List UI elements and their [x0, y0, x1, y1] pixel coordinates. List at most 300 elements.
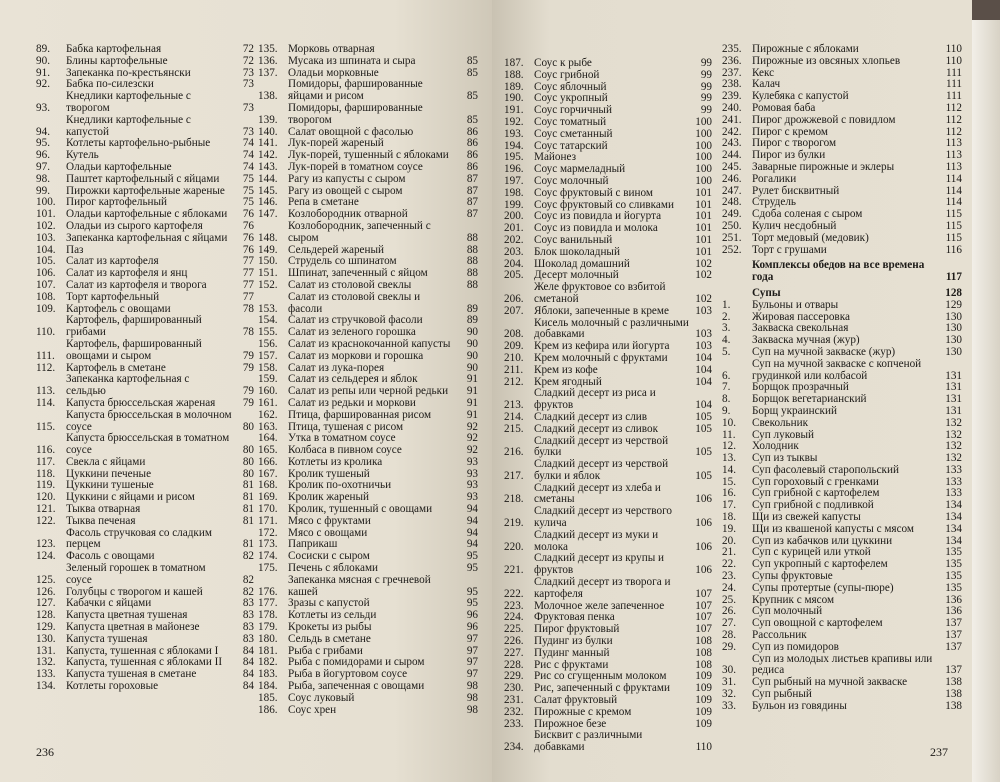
entry-page: 111 [946, 78, 962, 91]
entry-page: 116 [945, 243, 962, 256]
entry-title: Пирожные с яблоками [752, 43, 859, 55]
entry-page: 74 [242, 149, 254, 162]
entry-title: Суп укропный с картофелем [752, 558, 888, 571]
entry-title: Салат из моркови и горошка [288, 349, 424, 362]
entry-number: 33. [722, 699, 736, 712]
entry-page: 87 [466, 184, 478, 197]
entry-page: 135 [945, 581, 962, 594]
entry-title: Бульоны и отвары [752, 298, 839, 311]
entry-page: 134 [945, 534, 962, 547]
entry-number: 147. [258, 208, 278, 221]
entry-title: Рыба с помидорами и сыром [288, 656, 425, 669]
entry-page: 115 [945, 208, 962, 221]
entry-title: Репа в сметане [288, 196, 359, 209]
entry-page: 97 [466, 668, 478, 681]
entry-page: 91 [466, 396, 478, 409]
index-entry [504, 247, 712, 259]
entry-number: 95. [36, 137, 50, 150]
entry-number: 106. [36, 267, 56, 280]
entry-number: 175. [258, 562, 278, 575]
entry-number: 146. [258, 196, 278, 209]
entry-number: 136. [258, 54, 278, 67]
page-edges [972, 20, 1000, 782]
entry-page: 78 [242, 326, 254, 339]
entry-number: 224. [504, 611, 524, 624]
entry-title: Сдоба соленая с сыром [752, 208, 863, 221]
page-number: 236 [36, 745, 54, 759]
index-entry [504, 70, 712, 82]
entry-title: Крем из кофе [534, 363, 598, 376]
entry-page: 94 [466, 526, 478, 539]
entry-title: Салат из столовой свеклы и фасоли [288, 290, 421, 315]
entry-title: Мясо с овощами [288, 526, 368, 539]
entry-number: 135. [258, 43, 278, 55]
entry-title: Запеканка по-крестьянски [66, 66, 191, 79]
entry-number: 215. [504, 422, 524, 435]
entry-number: 150. [258, 255, 278, 268]
entry-page: 84 [242, 680, 254, 693]
entry-number: 142. [258, 149, 278, 162]
entry-page: 134 [945, 499, 962, 512]
entry-page: 136 [945, 605, 962, 618]
entry-page: 97 [466, 656, 478, 669]
entry-page: 79 [242, 385, 254, 398]
index-column [36, 44, 254, 693]
index-entry [258, 174, 478, 186]
entry-number: 107. [36, 278, 56, 291]
entry-number: 3. [722, 322, 731, 335]
entry-page: 101 [695, 210, 712, 223]
index-entry [36, 91, 254, 115]
entry-number: 234. [504, 741, 524, 754]
index-entry [504, 176, 712, 188]
entry-title: Соус фруктовый со сливками [534, 198, 674, 211]
entry-page: 109 [695, 705, 712, 718]
entry-number: 108. [36, 290, 56, 303]
entry-title: Свекла с яйцами [66, 455, 146, 468]
entry-title: Пирожные из овсяных хлопьев [752, 54, 901, 67]
entry-title: Кролик жареный [288, 491, 370, 504]
entry-page: 92 [466, 420, 478, 433]
entry-title: Молочное желе запеченное [534, 599, 665, 612]
entry-page: 101 [695, 233, 712, 246]
index-entry [504, 577, 712, 601]
entry-page: 135 [945, 546, 962, 559]
entry-number: 31. [722, 676, 736, 689]
entry-number: 105. [36, 255, 56, 268]
entry-number: 248. [722, 196, 742, 209]
entry-title: Салат из картофеля [66, 255, 159, 268]
entry-page: 85 [466, 90, 478, 103]
entry-number: 164. [258, 432, 278, 445]
entry-number: 17. [722, 499, 736, 512]
entry-page: 114 [945, 172, 962, 185]
entry-title: Суп рыбный на мучной закваске [752, 676, 908, 689]
index-entry [722, 418, 962, 430]
entry-page: 75 [242, 172, 254, 185]
entry-number: 246. [722, 172, 742, 185]
entry-page: 132 [945, 440, 962, 453]
index-entry [258, 705, 478, 717]
entry-page: 81 [242, 491, 254, 504]
entry-number: 10. [722, 416, 736, 429]
entry-page: 113 [945, 160, 962, 173]
entry-title: Пудинг из булки [534, 635, 613, 648]
entry-page: 96 [466, 609, 478, 622]
entry-title: Торт картофельный [66, 290, 160, 303]
entry-page: 132 [945, 428, 962, 441]
entry-number: 231. [504, 694, 524, 707]
entry-title: Свекольник [752, 416, 809, 429]
entry-number: 153. [258, 302, 278, 315]
entry-number: 13. [722, 452, 736, 465]
entry-page: 99 [700, 104, 712, 117]
entry-page: 132 [945, 452, 962, 465]
entry-title: Морковь отварная [288, 43, 375, 55]
entry-title: Бульон из говядины [752, 699, 847, 712]
entry-number: 93. [36, 101, 50, 114]
entry-page: 103 [695, 304, 712, 317]
entry-title: Рис с фруктами [534, 658, 609, 671]
entry-number: 180. [258, 632, 278, 645]
entry-title: Соус горчичный [534, 104, 612, 117]
entry-title: Запеканка картофельная с сельдью [66, 373, 190, 398]
entry-page: 92 [466, 444, 478, 457]
entry-page: 109 [695, 670, 712, 683]
entry-number: 120. [36, 491, 56, 504]
entry-page: 104 [695, 351, 712, 364]
entry-page: 72 [242, 54, 254, 67]
index-column [722, 44, 962, 713]
index-entry [258, 634, 478, 646]
index-entry [36, 233, 254, 245]
entry-title: Соус томатный [534, 115, 607, 128]
entry-page: 104 [695, 363, 712, 376]
entry-number: 166. [258, 455, 278, 468]
entry-number: 124. [36, 550, 56, 563]
entry-page: 137 [945, 629, 962, 642]
entry-page: 83 [242, 621, 254, 634]
entry-page: 73 [242, 66, 254, 79]
entry-number: 179. [258, 621, 278, 634]
entry-page: 88 [466, 255, 478, 268]
entry-title: Картофель, фаршированный овощами и сыром [66, 337, 202, 362]
entry-page: 85 [466, 54, 478, 67]
entry-page: 107 [695, 623, 712, 636]
index-entry [36, 433, 254, 457]
entry-page: 91 [466, 408, 478, 421]
index-entry [36, 174, 254, 186]
entry-page: 74 [242, 137, 254, 150]
entry-page: 93 [466, 491, 478, 504]
entry-page: 110 [945, 43, 962, 55]
entry-number: 193. [504, 127, 524, 140]
entry-number: 181. [258, 644, 278, 657]
entry-title: Соус мармеладный [534, 163, 626, 176]
entry-number: 178. [258, 609, 278, 622]
entry-number: 176. [258, 585, 278, 598]
index-entry [722, 56, 962, 68]
index-entry [722, 162, 962, 174]
entry-number: 210. [504, 351, 524, 364]
entry-title: Бабка картофельная [66, 43, 162, 55]
entry-title: Торт с грушами [752, 243, 827, 256]
entry-number: 252. [722, 243, 742, 256]
index-entry [722, 174, 962, 186]
entry-page: 85 [466, 66, 478, 79]
entry-page: 108 [695, 646, 712, 659]
entry-page: 115 [945, 219, 962, 232]
index-entry [722, 260, 962, 284]
entry-page: 113 [945, 149, 962, 162]
entry-title: Капуста брюссельская в томатном соусе [66, 432, 230, 457]
entry-title: Салат из репы или черной редьки [288, 385, 449, 398]
entry-number: 201. [504, 222, 524, 235]
entry-page: 88 [466, 267, 478, 280]
entry-number: 188. [504, 68, 524, 81]
entry-page: 105 [695, 469, 712, 482]
entry-number: 222. [504, 587, 524, 600]
entry-number: 172. [258, 526, 278, 539]
entry-number: 94. [36, 125, 50, 138]
entry-number: 195. [504, 151, 524, 164]
entry-title: Шпинат, запеченный с яйцом [288, 267, 428, 280]
entry-title: Оладьи картофельные [66, 160, 172, 173]
entry-title: Запеканка мясная с гречневой кашей [288, 573, 431, 598]
entry-number: 156. [258, 337, 278, 350]
entry-number: 30. [722, 664, 736, 677]
index-entry [258, 457, 478, 469]
entry-title: Соус сметанный [534, 127, 613, 140]
entry-number: 206. [504, 292, 524, 305]
entry-title: Суп грибной с подливкой [752, 499, 874, 512]
entry-number: 131. [36, 644, 56, 657]
entry-title: Рагу из овощей с сыром [288, 184, 403, 197]
entry-title: Птица, фаршированная рисом [288, 408, 432, 421]
entry-number: 170. [258, 503, 278, 516]
entry-title: Майонез [534, 151, 577, 164]
entry-title: Супы фруктовые [752, 570, 833, 583]
entry-number: 163. [258, 420, 278, 433]
entry-title: Мясо с фруктами [288, 514, 371, 527]
index-entry [504, 648, 712, 660]
entry-title: Пирожное безе [534, 717, 607, 730]
entry-number: 138. [258, 90, 278, 103]
entry-title: Комплексы обедов на все времена года [752, 259, 925, 284]
entry-title: Салат из краснокочанной капусты [288, 337, 451, 350]
entry-page: 85 [466, 113, 478, 126]
entry-title: Салат из зеленого горошка [288, 326, 416, 339]
entry-page: 79 [242, 349, 254, 362]
index-entry [258, 162, 478, 174]
entry-number: 183. [258, 668, 278, 681]
entry-title: Суп фасолевый старопольский [752, 463, 899, 476]
index-entry [36, 528, 254, 552]
entry-number: 144. [258, 172, 278, 185]
entry-number: 121. [36, 503, 56, 516]
entry-page: 133 [945, 487, 962, 500]
entry-title: Котлеты из кролика [288, 455, 383, 468]
entry-page: 107 [695, 599, 712, 612]
entry-number: 213. [504, 399, 524, 412]
entry-title: Цуккини тушеные [66, 479, 154, 492]
entry-number: 111. [36, 349, 55, 362]
entry-number: 92. [36, 78, 50, 91]
entry-page: 99 [700, 80, 712, 93]
entry-page: 78 [242, 302, 254, 315]
entry-number: 133. [36, 668, 56, 681]
entry-page: 109 [695, 717, 712, 730]
entry-number: 32. [722, 688, 736, 701]
entry-page: 83 [242, 609, 254, 622]
entry-number: 100. [36, 196, 56, 209]
entry-page: 138 [945, 676, 962, 689]
entry-title: Закваска мучная (жур) [752, 334, 860, 347]
entry-number: 192. [504, 115, 524, 128]
entry-page: 86 [466, 137, 478, 150]
index-entry [504, 412, 712, 424]
index-entry [258, 693, 478, 705]
entry-page: 110 [695, 741, 712, 754]
index-entry [258, 410, 478, 422]
entry-number: 233. [504, 717, 524, 730]
entry-number: 209. [504, 340, 524, 353]
entry-page: 73 [242, 101, 254, 114]
entry-page: 100 [695, 127, 712, 140]
index-entry [258, 292, 478, 316]
entry-title: Фасоль стручковая со сладким перцем [66, 526, 212, 551]
entry-number: 24. [722, 581, 736, 594]
entry-title: Соус к рыбе [534, 57, 592, 69]
entry-title: Суп с курицей или уткой [752, 546, 871, 559]
entry-page: 108 [695, 658, 712, 671]
entry-number: 186. [258, 703, 278, 716]
entry-number: 202. [504, 233, 524, 246]
entry-number: 167. [258, 467, 278, 480]
entry-page: 134 [945, 511, 962, 524]
entry-title: Соус укропный [534, 92, 608, 105]
entry-page: 104 [695, 375, 712, 388]
index-entry [722, 300, 962, 312]
entry-title: Оладьи морковные [288, 66, 379, 79]
entry-title: Сладкий десерт из муки и молока [534, 528, 659, 553]
entry-title: Суп на мучной закваске (жур) [752, 345, 896, 358]
index-entry [504, 282, 712, 306]
entry-number: 21. [722, 546, 736, 559]
entry-title: Пирог картофельный [66, 196, 168, 209]
entry-page: 88 [466, 278, 478, 291]
entry-title: Суп на мучной закваске с копченой грудинкой или колбасой [752, 357, 922, 382]
entry-title: Оладьи картофельные с яблоками [66, 208, 228, 221]
entry-page: 99 [700, 57, 712, 69]
entry-number: 154. [258, 314, 278, 327]
entry-title: Супы [752, 286, 781, 299]
entry-number: 117. [36, 455, 56, 468]
index-entry [504, 730, 712, 754]
entry-title: Крем ягодный [534, 375, 602, 388]
entry-number: 223. [504, 599, 524, 612]
index-entry [504, 188, 712, 200]
entry-number: 112. [36, 361, 56, 374]
entry-title: Пирожки картофельные жареные [66, 184, 225, 197]
entry-number: 219. [504, 517, 524, 530]
entry-title: Калач [752, 78, 781, 91]
entry-page: 133 [945, 475, 962, 488]
entry-page: 100 [695, 115, 712, 128]
entry-title: Холодник [752, 440, 799, 453]
entry-page: 94 [466, 503, 478, 516]
index-entry [36, 374, 254, 398]
entry-title: Рогалики [752, 172, 797, 185]
entry-number: 161. [258, 396, 278, 409]
entry-page: 96 [466, 621, 478, 634]
entry-title: Струдель со шпинатом [288, 255, 397, 268]
entry-title: Десерт молочный [534, 269, 619, 282]
entry-title: Пирог с кремом [752, 125, 828, 138]
entry-title: Соус хрен [288, 703, 337, 716]
entry-page: 112 [945, 101, 962, 114]
entry-number: 137. [258, 66, 278, 79]
entry-number: 130. [36, 632, 56, 645]
entry-title: Суп из кабачков или цуккини [752, 534, 893, 547]
entry-number: 152. [258, 278, 278, 291]
entry-number: 197. [504, 174, 524, 187]
entry-number: 118. [36, 467, 56, 480]
entry-number: 169. [258, 491, 278, 504]
entry-title: Сельдерей жареный [288, 243, 384, 256]
index-entry [258, 79, 478, 103]
entry-title: Крем молочный с фруктами [534, 351, 668, 364]
entry-page: 90 [466, 349, 478, 362]
entry-title: Щи из квашеной капусты с мясом [752, 522, 914, 535]
entry-number: 158. [258, 361, 278, 374]
entry-number: 157. [258, 349, 278, 362]
entry-number: 8. [722, 393, 731, 406]
entry-page: 107 [695, 587, 712, 600]
entry-page: 113 [945, 137, 962, 150]
index-entry [722, 288, 962, 300]
entry-number: 129. [36, 621, 56, 634]
entry-title: Колбаса в пивном соусе [288, 444, 402, 457]
entry-title: Суп из тыквы [752, 452, 818, 465]
entry-page: 84 [242, 656, 254, 669]
entry-title: Зразы с капустой [288, 597, 370, 610]
entry-number: 89. [36, 43, 50, 55]
entry-title: Оладьи из сырого картофеля [66, 219, 203, 232]
entry-number: 226. [504, 635, 524, 648]
entry-title: Суп гороховый с гренками [752, 475, 879, 488]
entry-title: Бисквит с различными добавками [534, 729, 643, 754]
entry-title: Салат из стручковой фасоли [288, 314, 423, 327]
entry-page: 98 [466, 691, 478, 704]
entry-number: 15. [722, 475, 736, 488]
entry-page: 110 [945, 54, 962, 67]
entry-number: 214. [504, 410, 524, 423]
entry-title: Рагу из капусты с сыром [288, 172, 406, 185]
entry-page: 74 [242, 160, 254, 173]
entry-page: 77 [242, 267, 254, 280]
entry-number: 185. [258, 691, 278, 704]
entry-number: 126. [36, 585, 56, 598]
entry-number: 204. [504, 257, 524, 270]
entry-title: Сладкий десерт из черствой булки [534, 434, 669, 459]
entry-title: Соус яблочный [534, 80, 607, 93]
index-entry [258, 575, 478, 599]
entry-page: 89 [466, 302, 478, 315]
entry-title: Запеканка картофельная с яйцами [66, 231, 228, 244]
entry-title: Капуста, тушенная с яблоками I [66, 644, 219, 657]
entry-title: Сладкий десерт из черствой булки и яблок [534, 458, 669, 482]
